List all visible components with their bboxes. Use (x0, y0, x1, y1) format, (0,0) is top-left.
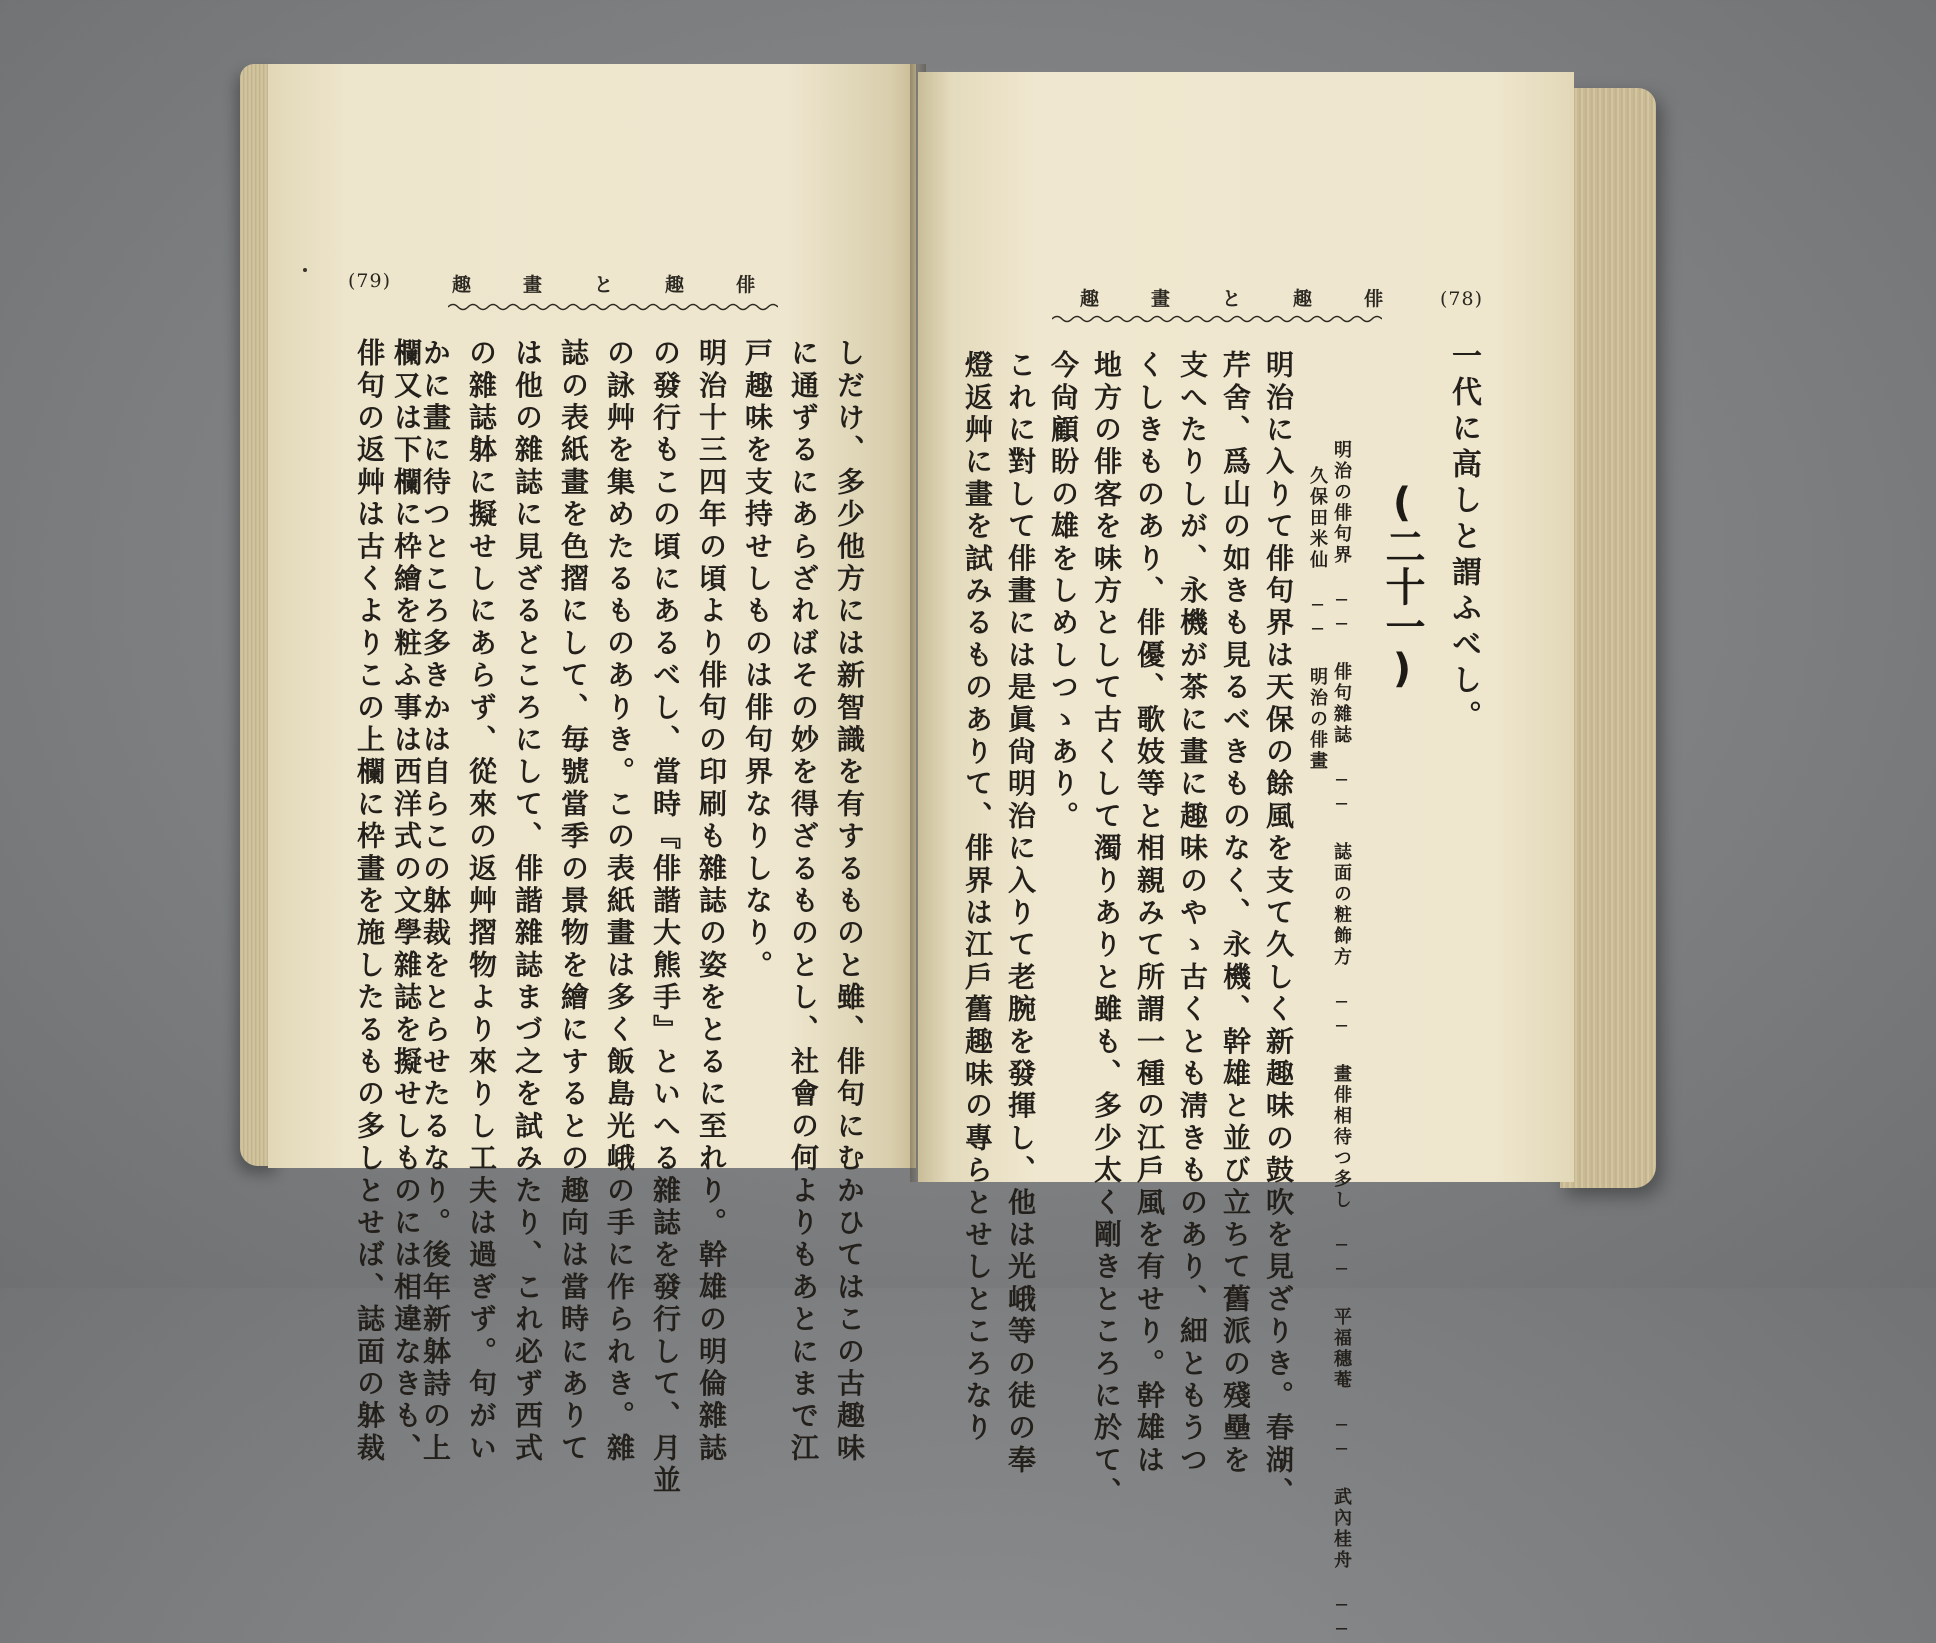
right-col-1: 明治に入りて俳句界は天保の餘風を支て久しく新趣味の鼓吹を見ざりき。春湖、 (1262, 350, 1295, 1510)
left-col-3: 戸趣味を支持せしものは俳句界なりしなり。 (741, 338, 774, 982)
ink-dot (303, 268, 307, 272)
right-header-rule (1052, 314, 1382, 324)
right-col-8: 燈返艸に畫を試みるものありて、俳界は江戶舊趣味の專らとせしところなり (961, 350, 994, 1445)
left-col-12: 俳句の返艸は古くよりこの上欄に枠畫を施したるもの多しとせば、誌面の躰裁 (353, 338, 386, 1465)
right-page-number: (78) (1440, 288, 1484, 310)
summary-line-2: 久保田米仙 ── 明治の俳畫 (1307, 466, 1328, 772)
right-col-2: 芹舍、爲山の如きも見るべきものなく、永機、幹雄と並び立ちて舊派の殘壘を (1219, 350, 1252, 1477)
right-col-3: 支へたりしが、永機が茶に畫に趣味のやゝ古くとも淸きものあり、細ともうつ (1176, 350, 1209, 1477)
left-col-2: に通ずるにあらざればその妙を得ざるものとし、社會の何よりもあとにまで江 (787, 338, 820, 1465)
left-page-number: (79) (348, 270, 392, 292)
right-col-4: くしきものあり、俳優、歌妓等と相親みて所謂一種の江戶風を有せり。幹雄は (1133, 350, 1166, 1477)
right-page-edges (1560, 88, 1656, 1188)
left-col-6: の詠艸を集めたるものありき。この表紙畫は多く飯島光峨の手に作られき。雜 (603, 338, 636, 1465)
right-first-line: 一代に高しと謂ふべし。 (1446, 340, 1481, 736)
left-col-11: 欄又は下欄に枠繪を粧ふ事は西洋式の文學雜誌を擬せしものには相違なきも、 (390, 338, 423, 1465)
right-col-7: これに對して俳畫には是眞尙明治に入りて老腕を發揮し、他は光峨等の徒の奉 (1004, 350, 1037, 1477)
left-col-7: 誌の表紙畫を色摺にして、毎號當季の景物を繪にするとの趣向は當時にありて (557, 338, 590, 1465)
right-col-5: 地方の俳客を味方として古くして濁りありと雖も、多少太く剛きところに於て、 (1090, 350, 1123, 1510)
left-col-9: の雜誌躰に擬せしにあらず、從來の返艸摺物より來りし工夫は過ぎず。句がい (465, 338, 498, 1465)
left-col-5: の發行もこの頃にあるべし、當時『俳諧大熊手』といへる雜誌を發行して、月並 (649, 338, 682, 1498)
left-col-10: かに畫に待つところ多きかは自らこの躰裁をとらせたるなり。後年新躰詩の上 (419, 338, 452, 1465)
right-running-header: 趣畫と趣俳 (1080, 288, 1436, 310)
left-col-8: は他の雜誌に見ざるところにして、俳諧雜誌まづ之を試みたり、これ必ず西式 (511, 338, 544, 1465)
left-header-rule (448, 302, 778, 312)
left-running-header: 趣畫と趣俳 (452, 274, 808, 296)
summary-line-1: 明治の俳句界 ── 俳句雜誌 ── 誌面の粧飾方 ── 畫俳相待つ多し ── 平福穗菴 ── 武內桂舟 ── (1331, 440, 1352, 1643)
right-col-6: 今尙顧盼の雄をしめしつゝあり。 (1047, 350, 1080, 833)
left-col-1: しだけ、多少他方には新智識を有するものと雖、俳句にむかひてはこの古趣味 (833, 338, 866, 1465)
section-number: (二十一) (1379, 480, 1425, 692)
left-col-4: 明治十三四年の頃より俳句の印刷も雜誌の姿をとるに至れり。幹雄の明倫雜誌 (695, 338, 728, 1465)
